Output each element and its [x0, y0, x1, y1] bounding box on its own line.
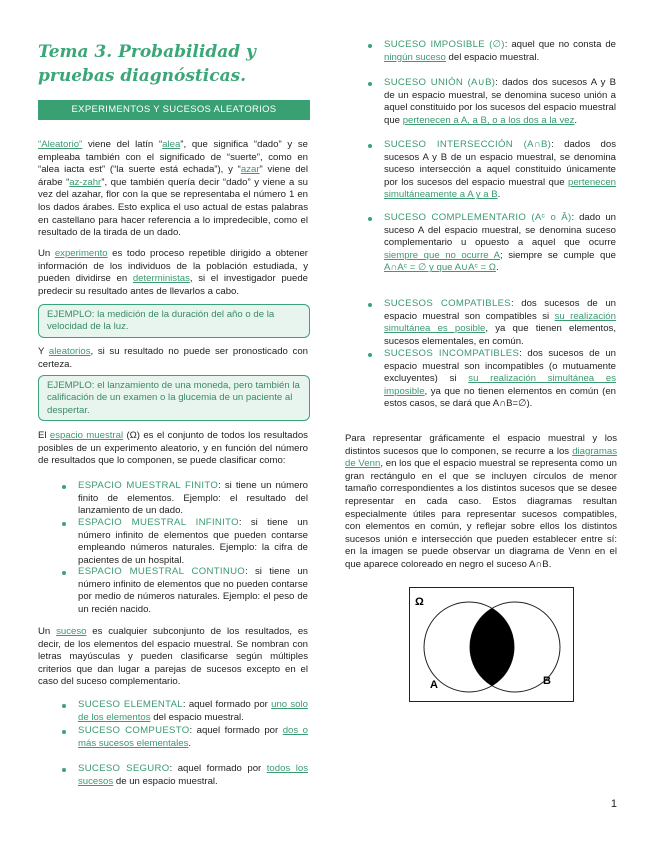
bullet-icon [62, 730, 66, 734]
bullet-icon [368, 82, 372, 86]
bullet-icon [368, 217, 372, 221]
example-box-aleatorios: EJEMPLO: el lanzamiento de una moneda, pero también la calificación de un examen o la glucemia de un paciente al despertar. [38, 375, 310, 421]
list-item-suceso-complementario: SUCESO COMPLEMENTARIO (Aᶜ o Â): dado un suceso A del espacio muestral, se denomina suceso complementario u opuesto a aquel que ocurre siempre que no ocurre A; siempre se cumple que A∩Aᶜ = ∅ y que A∪Aᶜ = Ω. [384, 212, 617, 274]
term-experimento: experimento [54, 248, 108, 259]
bullet-icon [62, 485, 66, 489]
example-box-deterministas: EJEMPLO: la medición de la duración del año o de la velocidad de la luz. [38, 304, 310, 338]
paragraph-experimento: Un experimento es todo proceso repetible dirigido a obtener información de los individuos de la población estudiada, y pueden dividirse en deterministas, si el investigador puede predecir su resultado antes de llevarlos a cabo. [38, 248, 308, 297]
list-item-suceso-interseccion: SUCESO INTERSECCIÓN (A∩B): dados dos sucesos A y B de un espacio muestral, se denomina suceso intersección a aquel constituido únicamente por los sucesos del espacio muestral que pertenecen simultáneamente a A y a B. [384, 139, 616, 201]
bullet-icon [368, 303, 372, 307]
list-item-suceso-elemental: SUCESO ELEMENTAL: aquel formado por uno solo de los elementos del espacio muestral. [78, 699, 308, 723]
bullet-icon [62, 571, 66, 575]
bullet-icon [62, 768, 66, 772]
bullet-icon [368, 44, 372, 48]
venn-label-a: A [430, 679, 438, 691]
term-az-zahr: az-zahr [69, 176, 102, 188]
list-item-espacio-continuo: ESPACIO MUESTRAL CONTINUO: si tiene un número infinito de elementos que no pueden contarse por medio de números naturales. Ejemplo: el peso de un recién nacido. [78, 566, 308, 615]
term-suceso: suceso [56, 626, 87, 637]
venn-diagram [409, 587, 574, 702]
paragraph-suceso: Un suceso es cualquier subconjunto de los resultados, es decir, de los elementos del espacio muestral. Se nombran con letras mayúsculas y pueden clasificarse según múltiples criterios que dan lugar a parejas de sucesos excepto en el caso del suceso complementario. [38, 626, 308, 688]
list-item-suceso-union: SUCESO UNIÓN (A∪B): dados dos sucesos A y B de un espacio muestral, se denomina suceso unión a aquel constituido por los sucesos del espacio muestral que pertenecen a A, a B, o a los dos a la vez. [384, 77, 616, 126]
section-banner: EXPERIMENTOS Y SUCESOS ALEATORIOS [38, 100, 310, 120]
bullet-icon [62, 704, 66, 708]
list-item-suceso-compuesto: SUCESO COMPUESTO: aquel formado por dos o más sucesos elementales. [78, 725, 308, 749]
paragraph-aleatorios: Y aleatorios, si su resultado no puede ser pronosticado con certeza. [38, 346, 308, 370]
term-azar: azar [240, 164, 260, 176]
list-item-espacio-infinito: ESPACIO MUESTRAL INFINITO: si tiene un número infinito de elementos que pueden contarse empleando números naturales. Ejemplo: la cifra de pacientes de un hospital. [78, 517, 308, 566]
paragraph-espacio-muestral: El espacio muestral (Ω) es el conjunto de todos los resultados posibles de un experimento aleatorio, y en función del número de resultados que lo componen, se puede clasificar como: [38, 430, 308, 467]
page-number: 1 [610, 798, 617, 810]
term-alea: alea [162, 139, 181, 150]
venn-label-b: B [543, 675, 551, 687]
term-diagramas-venn: diagramas de Venn [345, 445, 617, 470]
list-item-sucesos-compatibles: SUCESOS COMPATIBLES: dos sucesos de un espacio muestral son compatibles si su realización simultánea es posible, ya que tienen elementos, sucesos elementales, en común. [384, 298, 616, 347]
term-aleatorio: “Aleatorio” [38, 139, 83, 150]
list-item-suceso-seguro: SUCESO SEGURO: aquel formado por todos los sucesos de un espacio muestral. [78, 763, 308, 787]
paragraph-diagramas-venn: Para representar gráficamente el espacio muestral y los distintos sucesos que lo componen, se recurre a los diagramas de Venn, en los que el espacio muestral se representa como un gran rectángulo en el que se incluyen círculos de menor tamaño correspondientes a los distintos sucesos que se desee representar en cada caso. Estos diagramas resultan especialmente útiles para representar sucesos compatibles, con elementos en común, y reflejar sobre ellos los distintos sucesos unión e intersección que pueden establecer entre sí: en la imagen se puede observar un diagrama de Venn en el que aparece coloreado en negro el suceso A∩B. [345, 433, 617, 570]
term-aleatorios: aleatorios [48, 346, 91, 357]
bullet-icon [62, 522, 66, 526]
paragraph-aleatorio: “Aleatorio” viene del latín “alea”, que significa “dado” y se empleaba también con el significado de “suerte”, como en “alea iacta est” (“la suerte está echada”), y “azar” viene del árabe “az-zahr”, que también quería decir “dado” y viene a su vez del azahar, flor con la que se representaba el número 1 en los dados árabes. Esto explica el uso actual de estas palabras en castellano para hacer referencia a lo impredecible, como el resultado de la tirada de un dado. [38, 139, 309, 239]
venn-omega-label: Ω [415, 596, 424, 608]
list-item-suceso-imposible: SUCESO IMPOSIBLE (∅): aquel que no consta de ningún suceso del espacio muestral. [384, 39, 616, 63]
list-item-sucesos-incompatibles: SUCESOS INCOMPATIBLES: dos sucesos de un espacio muestral son incompatibles (o mutuamente excluyentes) si su realización simultánea es imposible, ya que no tienen elementos en común (en estos casos, se dará que A∩B=∅). [384, 348, 616, 410]
page-title: Tema 3. Probabilidad y pruebas diagnósticas. [38, 42, 256, 86]
term-espacio-muestral: espacio muestral [49, 430, 124, 441]
list-item-espacio-finito: ESPACIO MUESTRAL FINITO: si tiene un número finito de elementos. Ejemplo: el resultado del lanzamiento de un dado. [78, 480, 309, 517]
bullet-icon [368, 144, 372, 148]
bullet-icon [368, 353, 372, 357]
term-deterministas: deterministas [132, 273, 190, 285]
